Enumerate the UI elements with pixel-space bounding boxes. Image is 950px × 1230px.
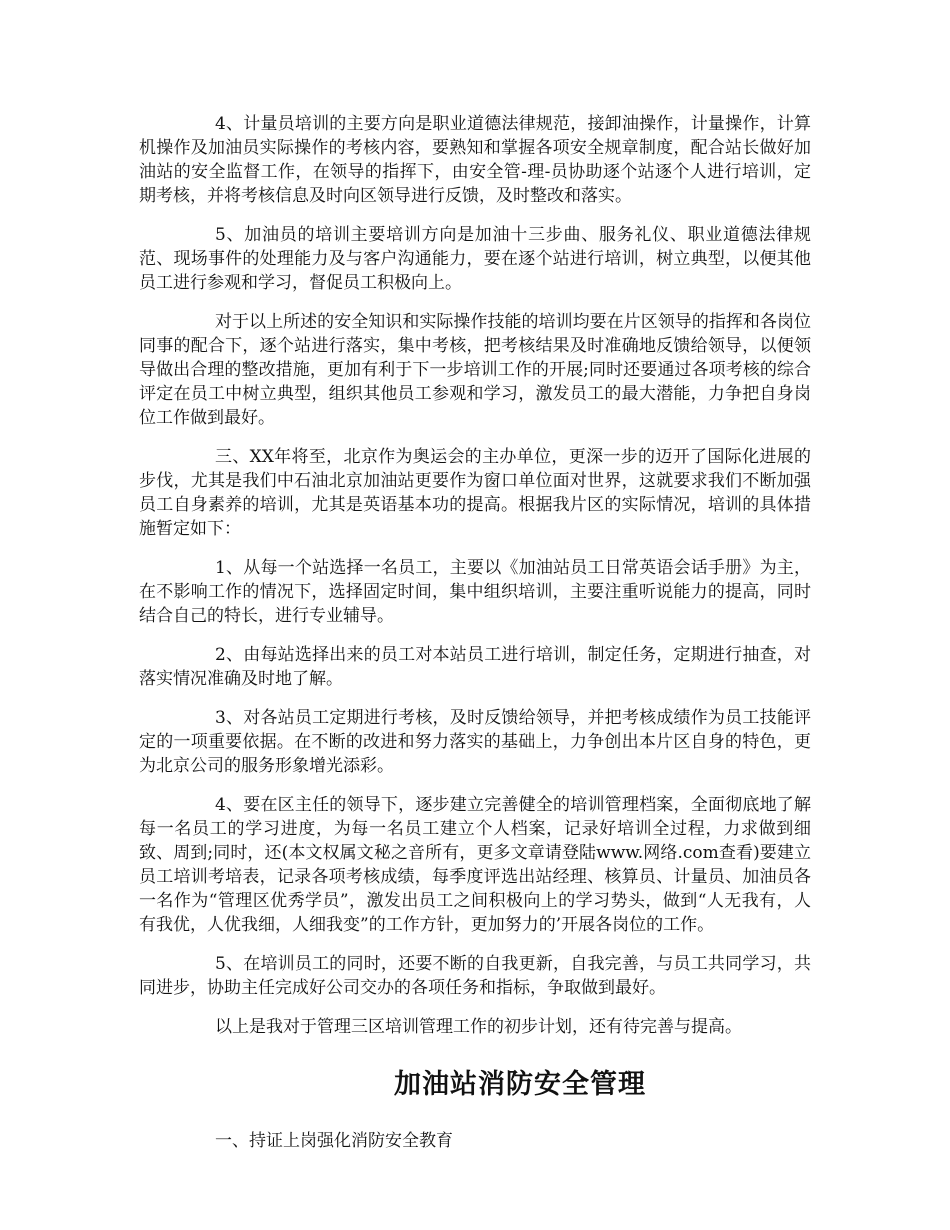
paragraph-measure-4: 4、要在区主任的领导下，逐步建立完善健全的培训管理档案，全面彻底地了解每一名员工的学习进度，为每一名员工建立个人档案，记录好培训全过程，力求做到细致、周到;同时，还(本文权属文秘之音所有，更多文章请登陆www.网络.com查看)要建立员工培训考培表，记录各项考核成绩，每季度评选出站经理、核算员、计量员、加油员各一名作为“管理区优秀学员”，激发出员工之间积极向上的学习势头，做到“人无我有，人有我优，人优我细，人细我变”的工作方针，更加努力的’开展各岗位的工作。 [139,795,811,935]
paragraph-fueler-training: 5、加油员的培训主要培训方向是加油十三步曲、服务礼仪、职业道德法律规范、现场事件的处理能力及与客户沟通能力，要在逐个站进行培训，树立典型，以便其他员工进行参观和学习，督促员工积极向上。 [139,225,811,293]
paragraph-training-implementation: 对于以上所述的安全知识和实际操作技能的培训均要在片区领导的指挥和各岗位同事的配合下，逐个站进行落实，集中考核，把考核结果及时准确地反馈给领导，以便领导做出合理的整改措施，更加有利于下一步培训工作的开展;同时还要通过各项考核的综合评定在员工中树立典型，组织其他员工参观和学习，激发员工的最大潜能，力争把自身岗位工作做到最好。 [139,312,811,428]
paragraph-measure-3: 3、对各站员工定期进行考核，及时反馈给领导，并把考核成绩作为员工技能评定的一项重要依据。在不断的改进和努力落实的基础上，力争创出本片区自身的特色，更为北京公司的服务形象增光添彩。 [139,708,811,776]
paragraph-measure-1: 1、从每一个站选择一名员工，主要以《加油站员工日常英语会话手册》为主，在不影响工作的情况下，选择固定时间，集中组织培训，主要注重听说能力的提高，同时结合自己的特长，进行专业辅导。 [139,558,811,626]
section-heading: 一、持证上岗强化消防安全教育 [215,1131,453,1151]
paragraph-measure-5: 5、在培训员工的同时，还要不断的自我更新，自我完善，与员工共同学习，共同进步，协助主任完成好公司交办的各项任务和指标，争取做到最好。 [139,954,811,998]
paragraph-section-three: 三、XX年将至，北京作为奥运会的主办单位，更深一步的迈开了国际化进展的步伐，尤其是我们中石油北京加油站更要作为窗口单位面对世界，这就要求我们不断加强员工自身素养的培训，尤其是英语基本功的提高。根据我片区的实际情况，培训的具体措施暂定如下： [139,447,811,539]
document-title: 加油站消防安全管理 [394,1069,646,1100]
paragraph-meter-staff-training: 4、计量员培训的主要方向是职业道德法律规范，接卸油操作，计量操作，计算机操作及加油员实际操作的考核内容，要熟知和掌握各项安全规章制度，配合站长做好加油站的安全监督工作，在领导的指挥下，由安全管-理-员协助逐个站逐个人进行培训，定期考核，并将考核信息及时向区领导进行反馈，及时整改和落实。 [139,114,811,206]
paragraph-measure-2: 2、由每站选择出来的员工对本站员工进行培训，制定任务，定期进行抽查，对落实情况准确及时地了解。 [139,645,811,689]
document-page [139,112,811,1153]
closing-paragraph: 以上是我对于管理三区培训管理工作的初步计划，还有待完善与提高。 [215,1017,742,1037]
